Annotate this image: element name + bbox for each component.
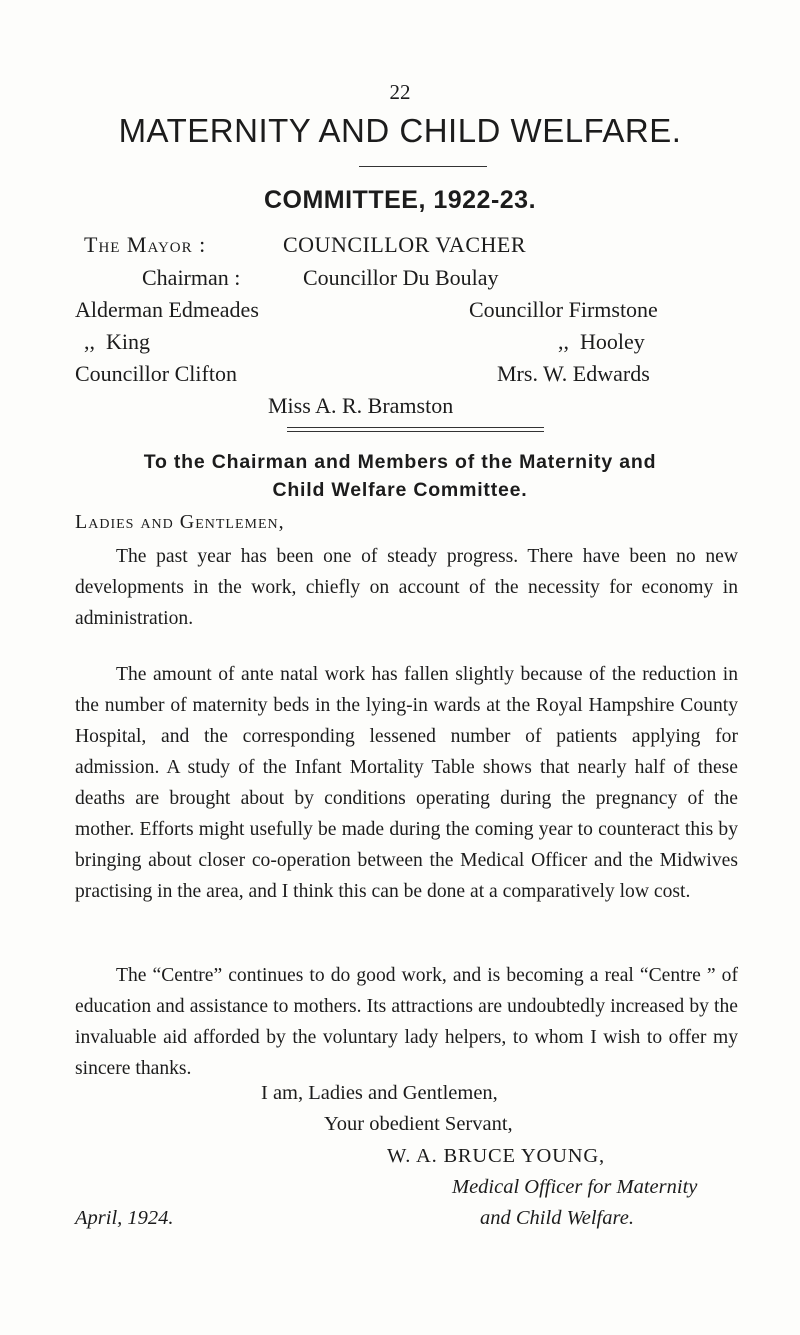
committee-heading: COMMITTEE, 1922-23. xyxy=(263,186,537,214)
salutation: Ladies and Gentlemen, xyxy=(75,511,285,533)
date: April, 1924. xyxy=(75,1207,174,1229)
double-rule-bottom xyxy=(287,431,544,432)
closing-line-2: Your obedient Servant, xyxy=(324,1113,513,1135)
address-line-2: Child Welfare Committee. xyxy=(272,479,528,501)
page-title: MATERNITY AND CHILD WELFARE. xyxy=(118,112,682,149)
page-number: 22 xyxy=(389,80,411,104)
member-clifton: Councillor Clifton xyxy=(75,361,237,386)
signature: W. A. BRUCE YOUNG, xyxy=(387,1145,605,1167)
vice-chairman: Councillor Du Boulay xyxy=(303,265,499,290)
chairman-name: COUNCILLOR VACHER xyxy=(283,232,526,257)
member-hooley: ,, Hooley xyxy=(558,329,645,354)
closing-line-1: I am, Ladies and Gentlemen, xyxy=(261,1082,498,1104)
address-line-1: To the Chairman and Members of the Maternity and xyxy=(143,451,657,473)
member-edmeades: Alderman Edmeades xyxy=(75,297,259,322)
member-firmstone: Councillor Firmstone xyxy=(469,297,658,322)
member-bramston: Miss A. R. Bramston xyxy=(268,393,454,418)
member-edwards: Mrs. W. Edwards xyxy=(497,361,650,386)
paragraph-1: The past year has been one of steady progress. There have been no new developments in the work, chiefly on account of the necessity for economy in administration. xyxy=(75,546,738,629)
double-rule-top xyxy=(287,427,544,428)
signatory-title-1: Medical Officer for Maternity xyxy=(452,1176,698,1198)
paragraph-2: The amount of ante natal work has fallen slightly because of the reduction in the number of maternity beds in the lying-in wards at the Royal Hampshire County Hospital, and the corresponding lessened number of patients applying for admission. A study of the Infant Mortality Table shows that nearly half of these deaths are brought about by conditions operating during the pregnancy of the mother. Efforts might usefully be made during the coming year to counteract this by bringing about closer co-operation between the Medical Officer and the Midwives practising in the area, and I think this can be done at a comparatively low cost. xyxy=(75,664,738,902)
paragraph-3: The “Centre” continues to do good work, and is becoming a real “Centre ” of education and assistance to mothers. Its attractions are undoubtedly increased by the invaluable aid afforded by the voluntary lady helpers, to whom I wish to offer my sincere thanks. xyxy=(75,965,738,1079)
member-king: ,, King xyxy=(84,329,150,354)
signatory-title-2: and Child Welfare. xyxy=(480,1207,634,1229)
mayor-label: The Mayor : xyxy=(84,232,207,257)
title-divider xyxy=(359,166,487,167)
chairman-label: Chairman : xyxy=(142,265,241,290)
